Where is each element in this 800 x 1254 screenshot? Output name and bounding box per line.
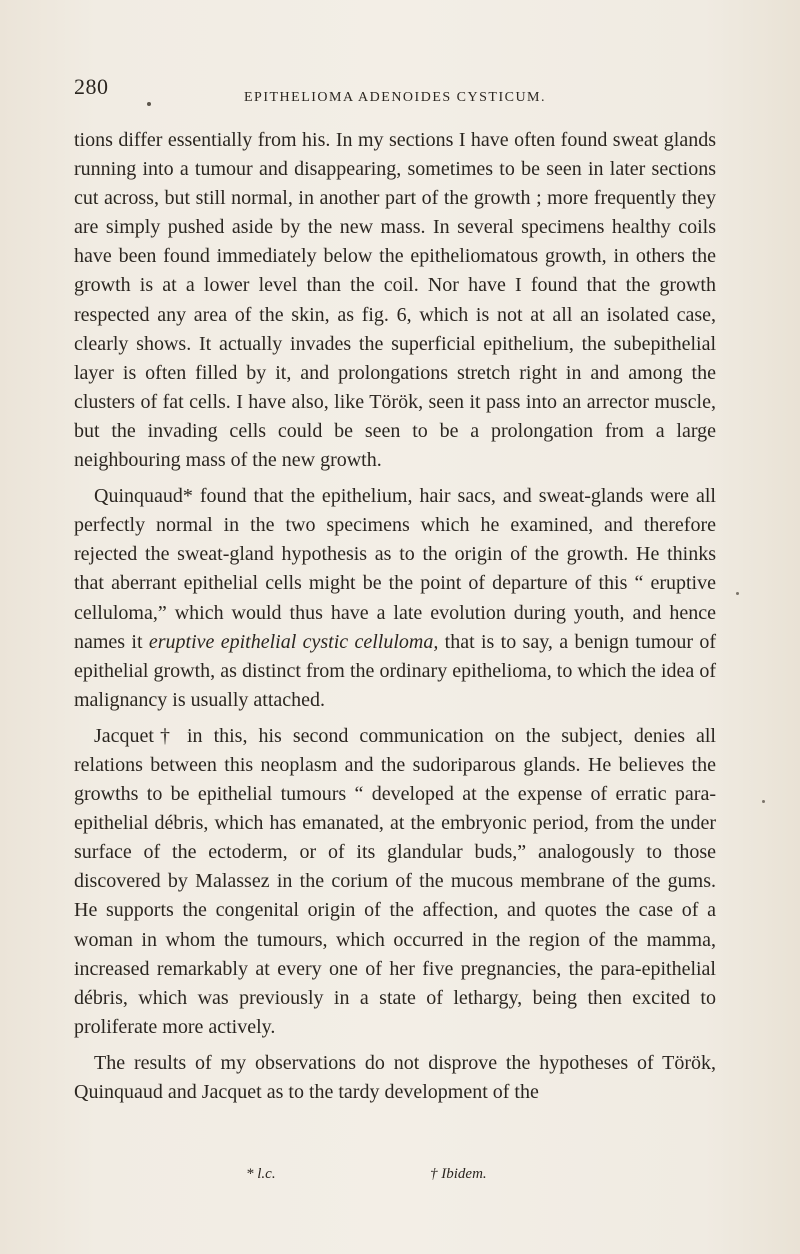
paragraph-2-text-after: that is to say, a benign tumour of epithelial growth, as distinct from the ordinary epithelioma, to which the idea of malignancy is usually attached.: [74, 630, 716, 711]
paragraph-4: The results of my observations do not disprove the hypotheses of Török, Quinquaud and Jacquet as to the tardy development of the: [74, 1051, 716, 1103]
margin-speck: [736, 592, 739, 595]
paragraph-2-italic-term: eruptive epithelial cystic celluloma,: [148, 630, 439, 653]
footnote-ibidem: † Ibidem.: [430, 1166, 487, 1182]
paragraph-2: [74, 482, 716, 715]
page-header: [74, 74, 720, 108]
paragraph-3: Jacquet† in this, his second communication on the subject, denies all relations between this neoplasm and the sudoriparous glands. He believes the growths to be epithelial tumours “ developed at the expense of erratic para-epithelial débris, which has emanated, at the embryonic period, from the under surface of the ectoderm, or of its glandular buds,” analogously to those discovered by Malassez in the corium of the mucous membrane of the gums. He supports the congenital origin of the affection, and quotes the case of a woman in whom the tumours, which occurred in the region of the mamma, increased remarkably at every one of her five pregnancies, the para-epithelial débris, which was previously in a state of lethargy, being then excited to proliferate more actively.: [74, 724, 716, 1038]
margin-speck: [762, 800, 765, 803]
ink-dot: [147, 102, 151, 106]
running-head: EPITHELIOMA ADENOIDES CYSTICUM.: [244, 90, 546, 105]
footnote-lc: * l.c.: [246, 1166, 276, 1182]
paragraph-2-text-before: Quinquaud* found that the epithelium, hair sacs, and sweat-glands were all perfectly normal in the two specimens which he examined, and therefore rejected the sweat-gland hypothesis as to the origin of the growth. He thinks that aberrant epithelial cells might be the point of departure of this “ eruptive celluloma,” which would thus have a late evolution during youth, and hence names it: [74, 485, 716, 653]
paragraph-1: tions differ essentially from his. In my sections I have often found sweat glands running into a tumour and disappearing, sometimes to be seen in later sections cut across, but still normal, in another part of the growth ; more frequently they are simply pushed aside by the new mass. In several specimens healthy coils have been found immediately below the epitheliomatous growth, in others the growth is at a lower level than the coil. Nor have I found that the growth respected any area of the skin, as fig. 6, which is not at all an isolated case, clearly shows. It actually invades the superficial epithelium, the subepithelial layer is often filled by it, and prolongations stretch right in and among the clusters of fat cells. I have also, like Török, seen it pass into an arrector muscle, but the invading cells could be seen to be a prolongation from a large neighbouring mass of the new growth.: [74, 129, 716, 472]
body-text: [74, 126, 716, 1114]
footnotes: [246, 1166, 566, 1190]
page-number: 280: [74, 74, 109, 99]
